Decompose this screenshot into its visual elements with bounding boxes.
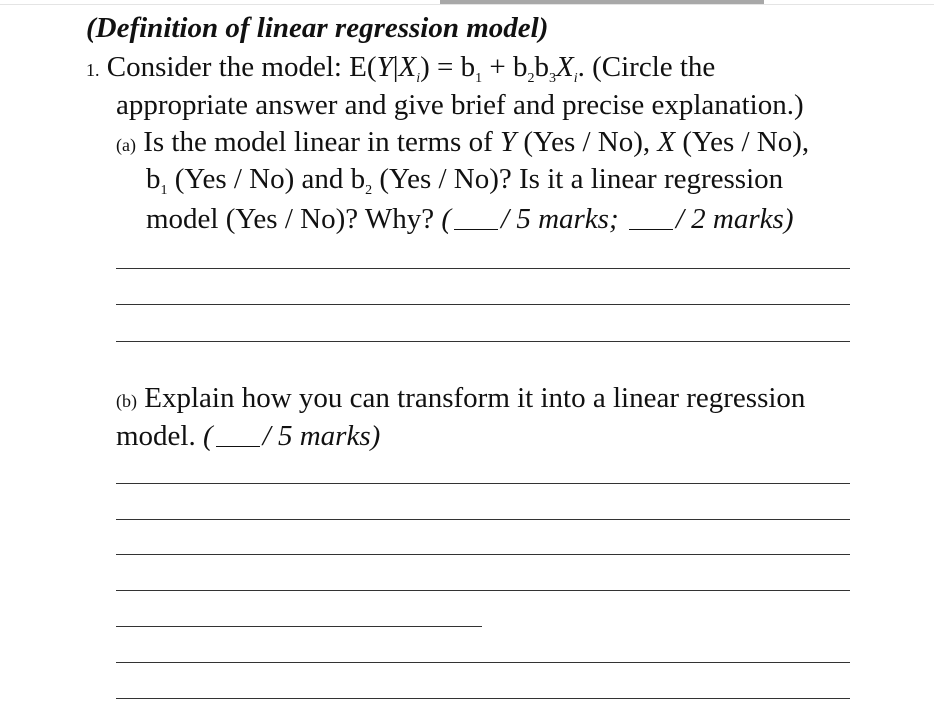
answer-line-b-5[interactable] bbox=[116, 626, 482, 627]
answer-line-b-7[interactable] bbox=[116, 698, 850, 699]
section-heading: (Definition of linear regression model) bbox=[86, 12, 549, 44]
answer-line-a-3[interactable] bbox=[116, 341, 850, 342]
part-b-line-1: (b) Explain how you can transform it into a linear regression bbox=[116, 382, 806, 414]
top-border bbox=[0, 4, 934, 5]
question-1-line-2: appropriate answer and give brief and precise explanation.) bbox=[116, 89, 804, 121]
answer-line-b-3[interactable] bbox=[116, 554, 850, 555]
answer-line-b-1[interactable] bbox=[116, 483, 850, 484]
part-a-line-2: $b_1$ (Yes / No) and $b_2$ (Yes / No)? Is it a linear regression bbox=[146, 163, 784, 198]
marks-blank-1[interactable] bbox=[454, 229, 498, 230]
part-a-line-3: model (Yes / No)? Why? ( / 5 marks; / 2 marks) bbox=[146, 203, 794, 235]
question-1-line-1: 1. Consider the model: $E(Y|X_i) = b_1 + b_2b_3X_i$. (Circle the bbox=[86, 51, 716, 86]
part-b-label: (b) bbox=[116, 391, 137, 411]
answer-line-a-1[interactable] bbox=[116, 268, 850, 269]
answer-line-b-2[interactable] bbox=[116, 519, 850, 520]
question-number: 1. bbox=[86, 60, 100, 80]
part-a-label: (a) bbox=[116, 135, 136, 155]
part-b-line-2: model. ( / 5 marks) bbox=[116, 420, 381, 452]
part-a-line-1: (a) Is the model linear in terms of Y (Yes / No), X (Yes / No), bbox=[116, 126, 810, 158]
marks-blank-3[interactable] bbox=[216, 446, 260, 447]
answer-line-a-2[interactable] bbox=[116, 304, 850, 305]
answer-line-b-6[interactable] bbox=[116, 662, 850, 663]
marks-blank-2[interactable] bbox=[629, 229, 673, 230]
answer-line-b-4[interactable] bbox=[116, 590, 850, 591]
